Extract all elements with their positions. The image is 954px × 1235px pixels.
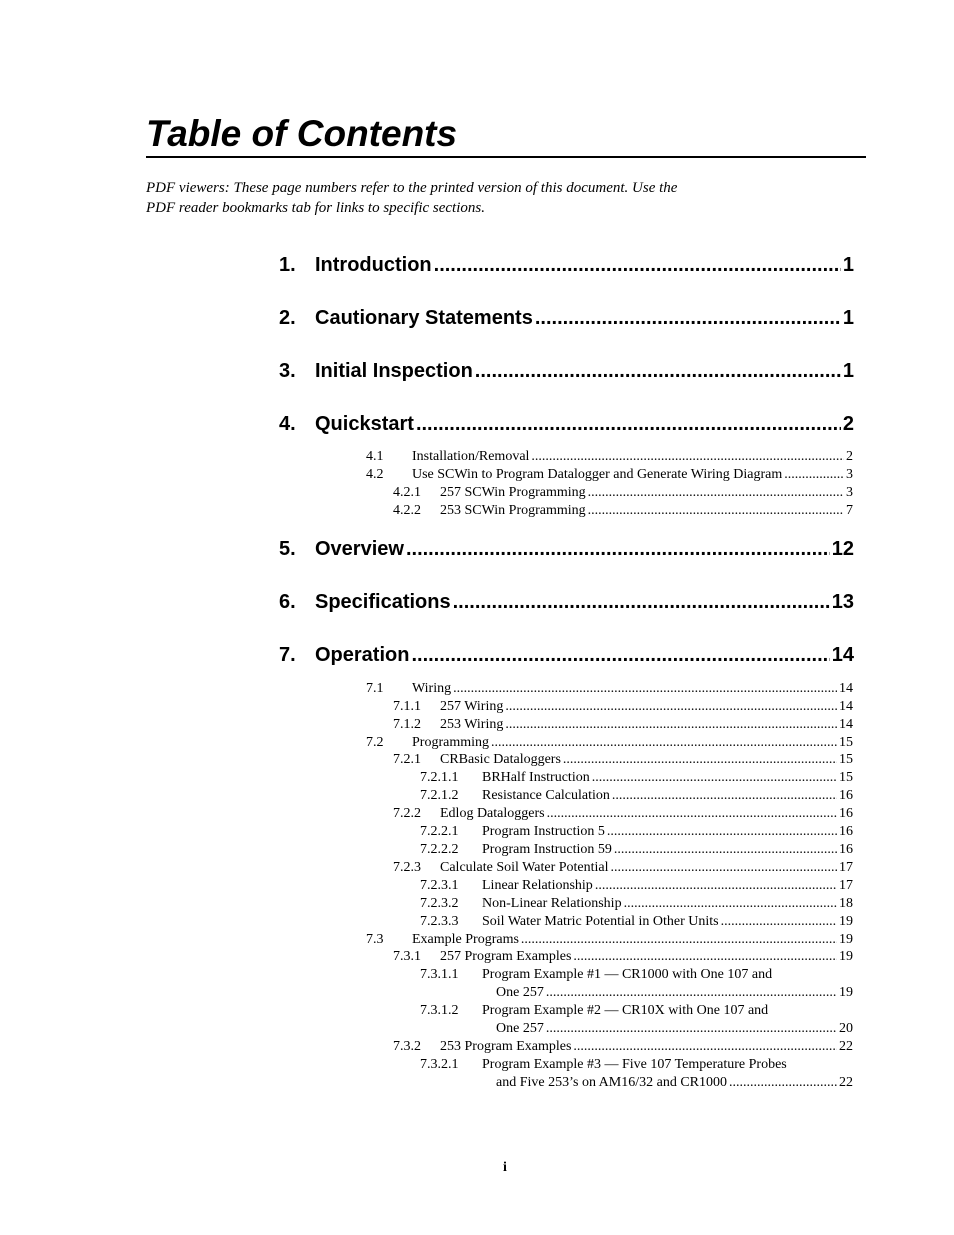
toc-section-7-3-1-1[interactable]: 7.3.1.1 Program Example #1 — CR1000 with One 107 and xyxy=(420,967,773,982)
toc-section-7-3-1-2-cont[interactable]: One 257 ..... 20 xyxy=(496,1021,853,1039)
toc-section-7-1-1[interactable]: 7.1.1 257 Wiring ..... 14 xyxy=(393,699,853,717)
toc-section-7-2-1-2[interactable]: 7.2.1.2 Resistance Calculation ..... 16 xyxy=(420,788,853,806)
dot-leader xyxy=(416,413,841,436)
toc-section-7-1-2[interactable]: 7.1.2 253 Wiring ..... 14 xyxy=(393,717,853,735)
toc-section-7-1[interactable]: 7.1 Wiring ..... 14 xyxy=(366,681,853,699)
toc-section-4-1[interactable]: 4.1 Installation/Removal ..... 2 xyxy=(366,449,853,467)
toc-chapter-operation[interactable]: 7. Operation ..... 14 xyxy=(279,644,854,672)
toc-section-7-3-2-1[interactable]: 7.3.2.1 Program Example #3 — Five 107 Temperature Probes xyxy=(420,1057,787,1072)
toc-chapter-cautionary-statements[interactable]: 2. Cautionary Statements ..... 1 xyxy=(279,307,854,335)
dot-leader xyxy=(453,591,830,614)
dot-leader xyxy=(475,360,841,383)
toc-section-4-2-1[interactable]: 4.2.1 257 SCWin Programming ..... 3 xyxy=(393,485,853,503)
chapter-label: Cautionary Statements xyxy=(315,307,533,329)
toc-section-7-2-1-1[interactable]: 7.2.1.1 BRHalf Instruction ..... 15 xyxy=(420,770,853,788)
chapter-label: Operation xyxy=(315,644,410,666)
dot-leader xyxy=(535,307,841,330)
pdf-viewer-note xyxy=(146,178,806,218)
page-title: Table of Contents xyxy=(146,113,458,154)
toc-chapter-quickstart[interactable]: 4. Quickstart ..... 2 xyxy=(279,413,854,441)
page-number: i xyxy=(503,1160,507,1175)
toc-section-7-2-2-2[interactable]: 7.2.2.2 Program Instruction 59 ..... 16 xyxy=(420,842,853,860)
toc-section-4-2[interactable]: 4.2 Use SCWin to Program Datalogger and Generate Wiring Diagram ..... 3 xyxy=(366,467,853,485)
toc-section-7-2-3[interactable]: 7.2.3 Calculate Soil Water Potential ..... 17 xyxy=(393,860,853,878)
toc-section-7-3-1-2[interactable]: 7.3.1.2 Program Example #2 — CR10X with One 107 and xyxy=(420,1003,769,1018)
note-line-2: PDF reader bookmarks tab for links to specific sections. xyxy=(146,200,485,216)
dot-leader xyxy=(434,254,841,277)
toc-section-7-2-2[interactable]: 7.2.2 Edlog Dataloggers ..... 16 xyxy=(393,806,853,824)
chapter-page: 2 xyxy=(842,413,854,435)
toc-section-7-2-3-1[interactable]: 7.2.3.1 Linear Relationship ..... 17 xyxy=(420,878,853,896)
toc-chapter-overview[interactable]: 5. Overview ..... 12 xyxy=(279,538,854,566)
toc-section-4-2-2[interactable]: 4.2.2 253 SCWin Programming ..... 7 xyxy=(393,503,853,521)
toc-section-7-3-1[interactable]: 7.3.1 257 Program Examples ..... 19 xyxy=(393,949,853,967)
title-rule xyxy=(146,156,866,158)
toc-chapter-specifications[interactable]: 6. Specifications ..... 13 xyxy=(279,591,854,619)
toc-section-7-2-2-1[interactable]: 7.2.2.1 Program Instruction 5 ..... 16 xyxy=(420,824,853,842)
toc-section-7-2-1[interactable]: 7.2.1 CRBasic Dataloggers ..... 15 xyxy=(393,752,853,770)
chapter-label: Introduction xyxy=(315,254,432,276)
toc-section-7-3[interactable]: 7.3 Example Programs ..... 19 xyxy=(366,932,853,950)
chapter-label: Overview xyxy=(315,538,404,560)
toc-chapter-initial-inspection[interactable]: 3. Initial Inspection ..... 1 xyxy=(279,360,854,388)
toc-section-7-3-1-1-cont[interactable]: One 257 ..... 19 xyxy=(496,985,853,1003)
chapter-page: 1 xyxy=(842,307,854,329)
toc-section-7-3-2[interactable]: 7.3.2 253 Program Examples ..... 22 xyxy=(393,1039,853,1057)
chapter-page: 14 xyxy=(831,644,854,666)
toc-section-7-3-2-1-cont[interactable]: and Five 253’s on AM16/32 and CR1000 ..... 22 xyxy=(496,1075,853,1093)
chapter-page: 1 xyxy=(842,254,854,276)
toc-section-7-2-3-2[interactable]: 7.2.3.2 Non-Linear Relationship ..... 18 xyxy=(420,896,853,914)
chapter-page: 13 xyxy=(831,591,854,613)
dot-leader xyxy=(411,644,829,667)
toc-section-7-2[interactable]: 7.2 Programming ..... 15 xyxy=(366,735,853,753)
chapter-label: Quickstart xyxy=(315,413,414,435)
chapter-page: 1 xyxy=(842,360,854,382)
toc-section-7-2-3-3[interactable]: 7.2.3.3 Soil Water Matric Potential in Other Units ..... 19 xyxy=(420,914,853,932)
chapter-label: Initial Inspection xyxy=(315,360,473,382)
toc-chapter-introduction[interactable]: 1. Introduction ..... 1 xyxy=(279,254,854,282)
chapter-label: Specifications xyxy=(315,591,451,613)
chapter-page: 12 xyxy=(831,538,854,560)
dot-leader xyxy=(406,538,830,561)
note-line-1: PDF viewers: These page numbers refer to the printed version of this document. Use the xyxy=(146,180,678,196)
